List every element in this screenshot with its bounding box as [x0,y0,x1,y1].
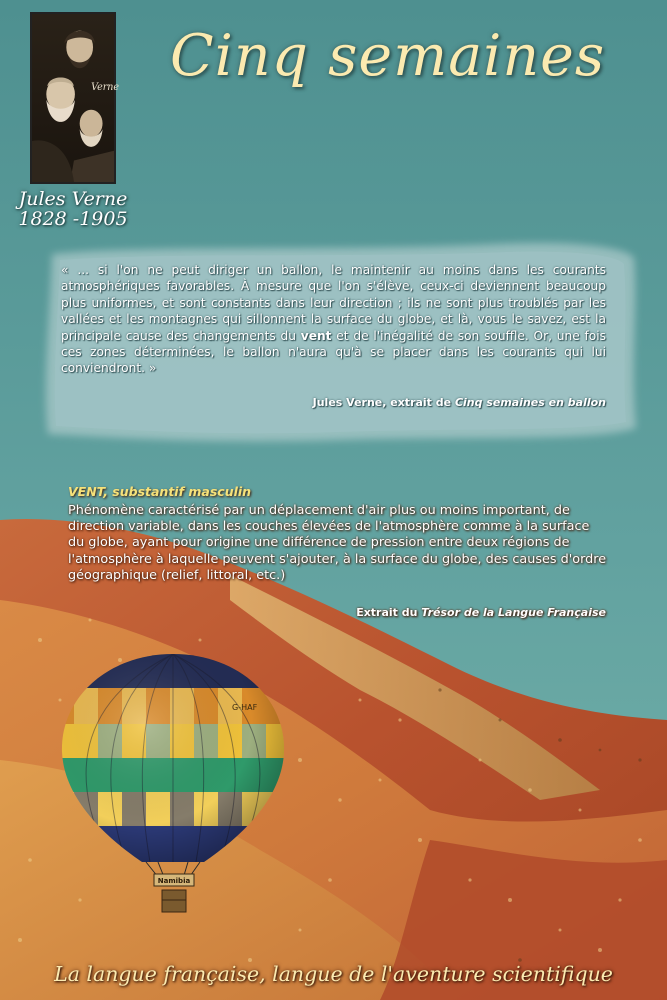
definition-text: Phénomène caractérisé par un déplacement d'air plus ou moins important, de direction variable, dans les couches élevées de l'atmosphère comme à la surface du globe, ayant pour origine une différence de pression entre deux régions de l'atmosphère à laquelle peuvent s'ajouter, à la surface du globe, des causes d'ordre géographique (relief, littoral, etc.) [68,503,607,583]
quote-part-2: et de l'inégalité de son souffle. Or, une fois ces zones déterminées, le ballon n'aura qu'à se placer dans les courants qui lui conviendront. » [61,328,606,376]
author-name: Jules Verne [18,188,128,210]
page-title: Cinq semaines [170,23,606,89]
definition-credit-work: Trésor de la Langue Française [421,606,606,619]
footer-tagline: La langue française, langue de l'aventure scientifique [54,962,613,986]
quote-credit-work: Cinq semaines en ballon [454,396,606,409]
quote-credit-prefix: Jules Verne, extrait de [312,396,455,409]
definition-credit-prefix: Extrait du [356,606,422,619]
definition-heading: VENT, substantif masculin [68,484,252,499]
balloon-basket [162,890,186,912]
quote-text [61,262,606,377]
quote-emphasis: vent [300,328,332,343]
quote-part-1: « ... si l'on ne peut diriger un ballon, le maintenir au moins dans les courants atmosphériques favorables. À mesure que l'on s'élève, ceux-ci deviennent beaucoup plus uniformes, et sont constants dans leur direction ; ils ne sont plus troublés par les vallées et les montagnes qui sillonnent la surface du globe, et là, vous le savez, est la principale cause des changements du [61,263,606,343]
quote-credit [313,396,606,409]
author-years: 1828 -1905 [18,208,128,230]
balloon-registration: G-HAF [232,703,258,712]
definition-credit [356,606,606,619]
quote-card [38,238,642,446]
author-portrait [30,12,120,184]
portrait-signature: Verne [91,82,120,94]
balloon-basket-label: Namibia [157,877,191,885]
hot-air-balloon [54,648,292,930]
